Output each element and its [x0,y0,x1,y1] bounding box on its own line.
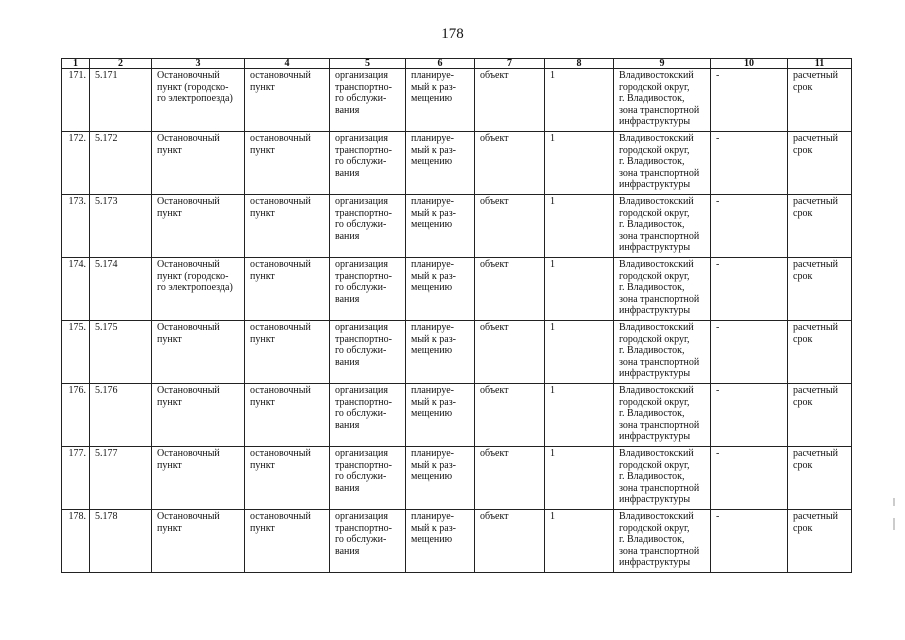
column-header: 3 [152,59,245,69]
table-cell-c3: Остановочный пункт [152,510,245,573]
table-cell-c1: 173. [62,195,90,258]
table-cell-c1: 178. [62,510,90,573]
scan-mark [893,518,895,530]
table-cell-c11: расчетный срок [788,258,852,321]
table-cell-c3: Остановочный пункт (городско- го электропоезда) [152,258,245,321]
table-cell-c6: планируе- мый к раз- мещению [406,258,475,321]
table-cell-c8: 1 [545,384,614,447]
table-cell-c11: расчетный срок [788,69,852,132]
table-cell-c6: планируе- мый к раз- мещению [406,384,475,447]
table-cell-c5: организация транспортно- го обслужи- вания [330,258,406,321]
table-cell-c8: 1 [545,510,614,573]
table-cell-c5: организация транспортно- го обслужи- вания [330,195,406,258]
column-header: 10 [711,59,788,69]
table-cell-c7: объект [475,132,545,195]
table-cell-c4: остановочный пункт [245,510,330,573]
table-cell-c1: 177. [62,447,90,510]
table-row [62,384,852,447]
table-cell-c7: объект [475,447,545,510]
column-header: 11 [788,59,852,69]
column-header: 8 [545,59,614,69]
table-cell-c9: Владивостокский городской округ, г. Владивосток, зона транспортной инфраструктуры [614,258,711,321]
table-cell-c1: 176. [62,384,90,447]
table-cell-c11: расчетный срок [788,447,852,510]
objects-table [61,58,852,573]
page-number: 178 [441,26,464,42]
table-cell-c9: Владивостокский городской округ, г. Владивосток, зона транспортной инфраструктуры [614,69,711,132]
table-cell-c5: организация транспортно- го обслужи- вания [330,132,406,195]
table-row [62,321,852,384]
header-row [62,59,852,69]
table-row [62,69,852,132]
table-cell-c2: 5.177 [90,447,152,510]
table-cell-c4: остановочный пункт [245,132,330,195]
table-cell-c5: организация транспортно- го обслужи- вания [330,384,406,447]
table-cell-c7: объект [475,69,545,132]
table-cell-c1: 172. [62,132,90,195]
table-cell-c6: планируе- мый к раз- мещению [406,510,475,573]
table-cell-c10: - [711,195,788,258]
table-cell-c8: 1 [545,447,614,510]
table-cell-c3: Остановочный пункт [152,384,245,447]
column-header: 4 [245,59,330,69]
table-cell-c5: организация транспортно- го обслужи- вания [330,321,406,384]
table-cell-c8: 1 [545,69,614,132]
table-cell-c9: Владивостокский городской округ, г. Владивосток, зона транспортной инфраструктуры [614,132,711,195]
table-cell-c4: остановочный пункт [245,447,330,510]
table-cell-c5: организация транспортно- го обслужи- вания [330,69,406,132]
table-row [62,132,852,195]
table-cell-c4: остановочный пункт [245,69,330,132]
table-cell-c5: организация транспортно- го обслужи- вания [330,510,406,573]
table-cell-c10: - [711,447,788,510]
table-cell-c2: 5.176 [90,384,152,447]
table-cell-c3: Остановочный пункт (городско- го электропоезда) [152,69,245,132]
table-cell-c6: планируе- мый к раз- мещению [406,195,475,258]
table-cell-c9: Владивостокский городской округ, г. Владивосток, зона транспортной инфраструктуры [614,384,711,447]
table-cell-c7: объект [475,195,545,258]
table-cell-c6: планируе- мый к раз- мещению [406,321,475,384]
table-cell-c7: объект [475,258,545,321]
table-cell-c7: объект [475,321,545,384]
table-cell-c2: 5.173 [90,195,152,258]
table-row [62,447,852,510]
table-cell-c1: 171. [62,69,90,132]
table-cell-c10: - [711,132,788,195]
table-cell-c4: остановочный пункт [245,384,330,447]
table-cell-c1: 174. [62,258,90,321]
table-cell-c10: - [711,258,788,321]
column-header: 2 [90,59,152,69]
table-cell-c2: 5.172 [90,132,152,195]
table-cell-c11: расчетный срок [788,510,852,573]
table-cell-c11: расчетный срок [788,384,852,447]
table-cell-c2: 5.178 [90,510,152,573]
table-cell-c2: 5.174 [90,258,152,321]
table-cell-c4: остановочный пункт [245,195,330,258]
column-header: 9 [614,59,711,69]
table-cell-c2: 5.171 [90,69,152,132]
table-cell-c3: Остановочный пункт [152,321,245,384]
table-cell-c9: Владивостокский городской округ, г. Владивосток, зона транспортной инфраструктуры [614,321,711,384]
table-cell-c10: - [711,69,788,132]
table-cell-c4: остановочный пункт [245,258,330,321]
table-row [62,258,852,321]
table-row [62,195,852,258]
column-header: 7 [475,59,545,69]
table-cell-c9: Владивостокский городской округ, г. Владивосток, зона транспортной инфраструктуры [614,447,711,510]
table-cell-c1: 175. [62,321,90,384]
table-cell-c6: планируе- мый к раз- мещению [406,132,475,195]
table-cell-c4: остановочный пункт [245,321,330,384]
column-header: 6 [406,59,475,69]
scan-mark [893,498,895,506]
table-row [62,510,852,573]
table-cell-c7: объект [475,384,545,447]
table-cell-c9: Владивостокский городской округ, г. Владивосток, зона транспортной инфраструктуры [614,195,711,258]
table-cell-c11: расчетный срок [788,195,852,258]
table-cell-c10: - [711,384,788,447]
table-cell-c6: планируе- мый к раз- мещению [406,69,475,132]
table-cell-c6: планируе- мый к раз- мещению [406,447,475,510]
table-cell-c7: объект [475,510,545,573]
table-cell-c8: 1 [545,195,614,258]
table-cell-c11: расчетный срок [788,132,852,195]
table-cell-c2: 5.175 [90,321,152,384]
table-cell-c8: 1 [545,258,614,321]
table-cell-c3: Остановочный пункт [152,195,245,258]
table-cell-c11: расчетный срок [788,321,852,384]
table-cell-c10: - [711,321,788,384]
table-cell-c10: - [711,510,788,573]
column-header: 1 [62,59,90,69]
table-cell-c3: Остановочный пункт [152,132,245,195]
table-cell-c3: Остановочный пункт [152,447,245,510]
table-cell-c8: 1 [545,321,614,384]
table-cell-c5: организация транспортно- го обслужи- вания [330,447,406,510]
table-cell-c8: 1 [545,132,614,195]
column-header: 5 [330,59,406,69]
table-cell-c9: Владивостокский городской округ, г. Владивосток, зона транспортной инфраструктуры [614,510,711,573]
